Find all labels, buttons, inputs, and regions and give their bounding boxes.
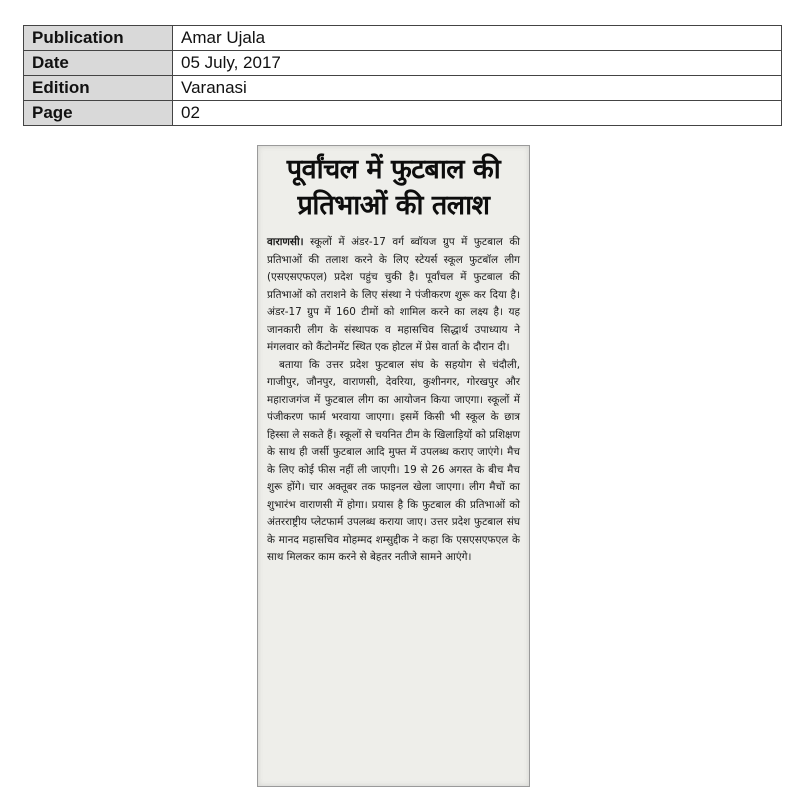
metadata-value: Amar Ujala [173, 26, 782, 51]
metadata-row-date [24, 51, 782, 76]
metadata-row-edition [24, 76, 782, 101]
article-paragraph-1-text: स्कूलों में अंडर-17 वर्ग ब्वॉयज ग्रुप में फुटबाल की प्रतिभाओं की तलाश करने के लिए स्टेयर्स स्कूल फुटबॉल लीग (एसएसएफएल) प्रदेश पहुंच चुकी है। पूर्वांचल में फुटबाल की प्रतिभाओं को तराशने के लिए संस्था ने पंजीकरण शुरू कर दिया है। अंडर-17 ग्रुप में 160 टीमों को शामिल करने का लक्ष्य है। यह जानकारी लीग के संस्थापक व महासचिव सिद्धार्थ उपाध्याय ने मंगलवार को कैंटोनमेंट स्थित एक होटल में प्रेस वार्ता के दौरान दी। [267, 236, 520, 353]
article-paragraph-2: बताया कि उत्तर प्रदेश फुटबाल संघ के सहयोग से चंदौली, गाजीपुर, जौनपुर, वाराणसी, देवरिया, कुशीनगर, गोरखपुर और महाराजगंज में फुटबाल लीग का आयोजन किया जाएगा। स्कूलों में पंजीकरण फार्म भरवाया जाएगा। इसमें किसी भी स्कूल के छात्र हिस्सा ले सकते हैं। स्कूलों से चयनित टीम के खिलाड़ियों को प्रशिक्षण के साथ ही जर्सी फुटबाल आदि मुफ्त में उपलब्ध कराए जाएंगे। मैच के लिए कोई फीस नहीं ली जाएगी। 19 से 26 अगस्त के बीच मैच शुरू होंगे। चार अक्तूबर तक फाइनल खेला जाएगा। लीग मैचों का शुभारंभ वाराणसी में होगा। प्रयास है कि फुटबाल की प्रतिभाओं को अंतरराष्ट्रीय प्लेटफार्म उपलब्ध कराया जाए। उत्तर प्रदेश फुटबाल संघ के मानद महासचिव मोहम्मद शम्सुद्दीक ने कहा कि एसएसएफएल के साथ मिलकर काम करने से बेहतर नतीजे सामने आएंगे। [267, 358, 520, 563]
metadata-value: Varanasi [173, 76, 782, 101]
headline-line-1: पूर्वांचल में फुटबाल की [286, 154, 501, 185]
metadata-key: Edition [24, 76, 173, 101]
newspaper-clipping [257, 145, 530, 787]
metadata-key: Page [24, 101, 173, 126]
headline-line-2: प्रतिभाओं की तलाश [297, 190, 490, 221]
metadata-key: Date [24, 51, 173, 76]
metadata-row-publication [24, 26, 782, 51]
article-paragraph-1 [267, 234, 520, 357]
metadata-value: 02 [173, 101, 782, 126]
article-body [267, 234, 520, 567]
article-dateline: वाराणसी। [267, 236, 304, 248]
metadata-row-page [24, 101, 782, 126]
publication-metadata-table [23, 25, 782, 126]
metadata-key: Publication [24, 26, 173, 51]
metadata-value: 05 July, 2017 [173, 51, 782, 76]
article-headline [268, 152, 519, 224]
